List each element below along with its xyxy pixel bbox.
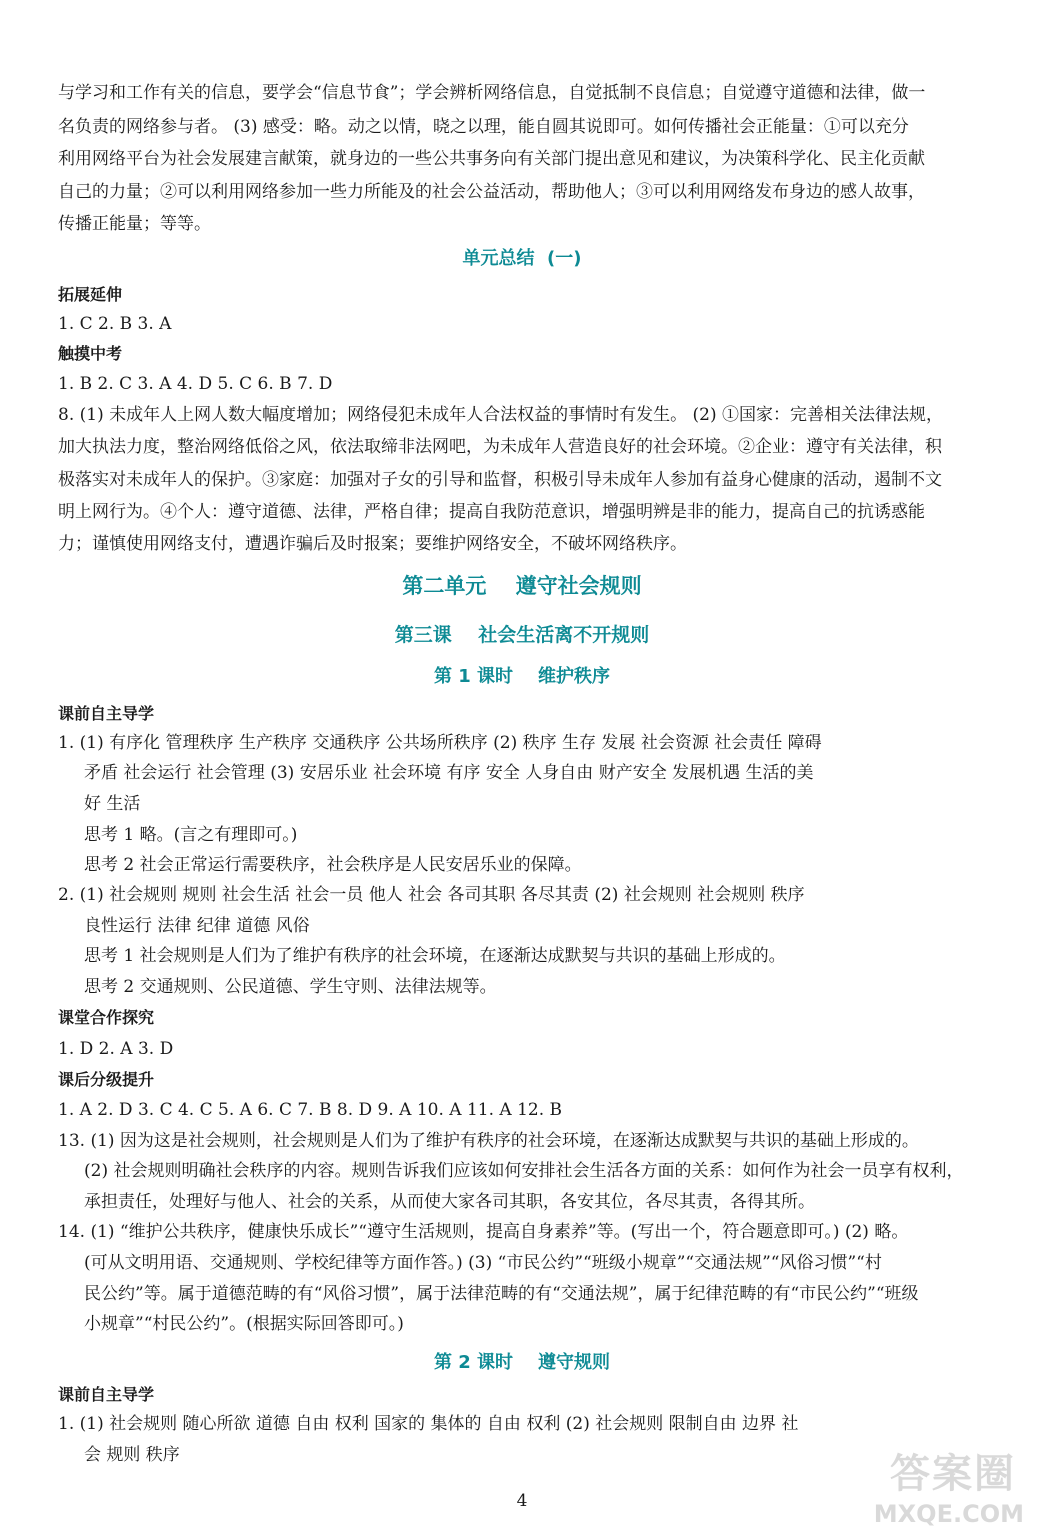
answer-line: 好 生活: [84, 794, 141, 814]
text-line: 与学习和工作有关的信息，要学会“信息节食”；学会辨析网络信息，自觉抵制不良信息；自觉遵守道德和法律，做一: [58, 83, 926, 103]
section-heading: 课前自主导学: [58, 704, 155, 723]
answer-line: 1. B 2. C 3. A 4. D 5. C 6. B 7. D: [58, 374, 333, 394]
lesson-title: 第三课 社会生活离不开规则: [394, 624, 650, 646]
answer-line: 良性运行 法律 纪律 道德 风俗: [84, 916, 310, 936]
watermark-url-text: MXQE.COM: [873, 1500, 1024, 1528]
answer-line: 思考 1 社会规则是人们为了维护有秩序的社会环境，在逐渐达成默契与共识的基础上形成的。: [84, 946, 786, 966]
unit-summary-title: 单元总结 (一): [462, 248, 582, 269]
unit-title: 第二单元 遵守社会规则: [402, 574, 642, 598]
section-heading: 拓展延伸: [58, 285, 123, 304]
answer-line: (2) 社会规则明确社会秩序的内容。规则告诉我们应该如何安排社会生活各方面的关系：如何作为社会一员享有权利，: [84, 1161, 964, 1181]
page-number: 4: [516, 1491, 528, 1511]
text-line: 名负责的网络参与者。 (3) 感受：略。动之以情，晓之以理，能自圆其说即可。如何传播社会正能量：①可以充分: [58, 117, 909, 137]
section-heading: 课后分级提升: [58, 1070, 155, 1089]
section-heading: 课堂合作探究: [58, 1008, 155, 1027]
answer-line: 小规章”“村民公约”。(根据实际回答即可。): [84, 1314, 404, 1334]
answer-line: 承担责任，处理好与他人、社会的关系，从而使大家各司其职，各安其位，各尽其责，各得其所。: [84, 1192, 815, 1212]
answer-line: 1. C 2. B 3. A: [58, 314, 172, 334]
answer-line: 8. (1) 未成年人上网人数大幅度增加；网络侵犯未成年人合法权益的事情时有发生。 (2) ①国家：完善相关法律法规，: [58, 405, 943, 425]
section-heading: 课前自主导学: [58, 1385, 155, 1404]
answer-line: 极落实对未成年人的保护。③家庭：加强对子女的引导和监督，积极引导未成年人参加有益身心健康的活动，遏制不文: [58, 470, 942, 490]
answer-line: 思考 1 略。(言之有理即可。): [84, 825, 298, 845]
watermark-logo-text: 答案圈: [890, 1451, 1016, 1497]
answer-line: 2. (1) 社会规则 规则 社会生活 社会一员 他人 社会 各司其职 各尽其责 (2) 社会规则 社会规则 秩序: [58, 885, 805, 905]
answer-line: 明上网行为。④个人：遵守道德、法律，严格自律；提高自我防范意识，增强明辨是非的能力，提高自己的抗诱惑能: [58, 502, 925, 522]
answer-line: 思考 2 交通规则、公民道德、学生守则、法律法规等。: [84, 977, 497, 997]
answer-line: 1. D 2. A 3. D: [58, 1039, 174, 1059]
answer-line: 1. A 2. D 3. C 4. C 5. A 6. C 7. B 8. D 9. A 10. A 11. A 12. B: [58, 1100, 563, 1120]
period-title: 第 1 课时 维护秩序: [433, 666, 611, 687]
answer-line: 会 规则 秩序: [84, 1445, 180, 1465]
answer-line: 加大执法力度，整治网络低俗之风，依法取缔非法网吧，为未成年人营造良好的社会环境。②企业：遵守有关法律，积: [58, 437, 942, 457]
text-line: 自己的力量；②可以利用网络参加一些力所能及的社会公益活动，帮助他人；③可以利用网络发布身边的感人故事，: [58, 182, 925, 202]
answer-line: 思考 2 社会正常运行需要秩序，社会秩序是人民安居乐业的保障。: [84, 855, 582, 875]
answer-line: (可从文明用语、交通规则、学校纪律等方面作答。) (3) “市民公约”“班级小规章”“交通法规”“风俗习惯”“村: [84, 1253, 882, 1273]
answer-line: 民公约”等。属于道德范畴的有“风俗习惯”，属于法律范畴的有“交通法规”，属于纪律范畴的有“市民公约”“班级: [84, 1284, 919, 1304]
answer-line: 13. (1) 因为这是社会规则，社会规则是人们为了维护有秩序的社会环境，在逐渐达成默契与共识的基础上形成的。: [58, 1131, 919, 1151]
answer-line: 14. (1) “维护公共秩序，健康快乐成长”“遵守生活规则，提高自身素养”等。(写出一个，符合题意即可。) (2) 略。: [58, 1222, 909, 1242]
answer-line: 力；谨慎使用网络支付，遭遇诈骗后及时报案；要维护网络安全，不破坏网络秩序。: [58, 534, 687, 554]
period-title: 第 2 课时 遵守规则: [433, 1352, 611, 1373]
answer-line: 矛盾 社会运行 社会管理 (3) 安居乐业 社会环境 有序 安全 人身自由 财产安全 发展机遇 生活的美: [84, 763, 814, 783]
answer-line: 1. (1) 社会规则 随心所欲 道德 自由 权利 国家的 集体的 自由 权利 (2) 社会规则 限制自由 边界 社: [58, 1414, 799, 1434]
answer-line: 1. (1) 有序化 管理秩序 生产秩序 交通秩序 公共场所秩序 (2) 秩序 生存 发展 社会资源 社会责任 障碍: [58, 733, 822, 753]
watermark-logo: [856, 1442, 1026, 1528]
text-line: 利用网络平台为社会发展建言献策，就身边的一些公共事务向有关部门提出意见和建议，为决策科学化、民主化贡献: [58, 149, 925, 169]
text-line: 传播正能量；等等。: [58, 214, 211, 234]
section-heading: 触摸中考: [58, 344, 123, 363]
